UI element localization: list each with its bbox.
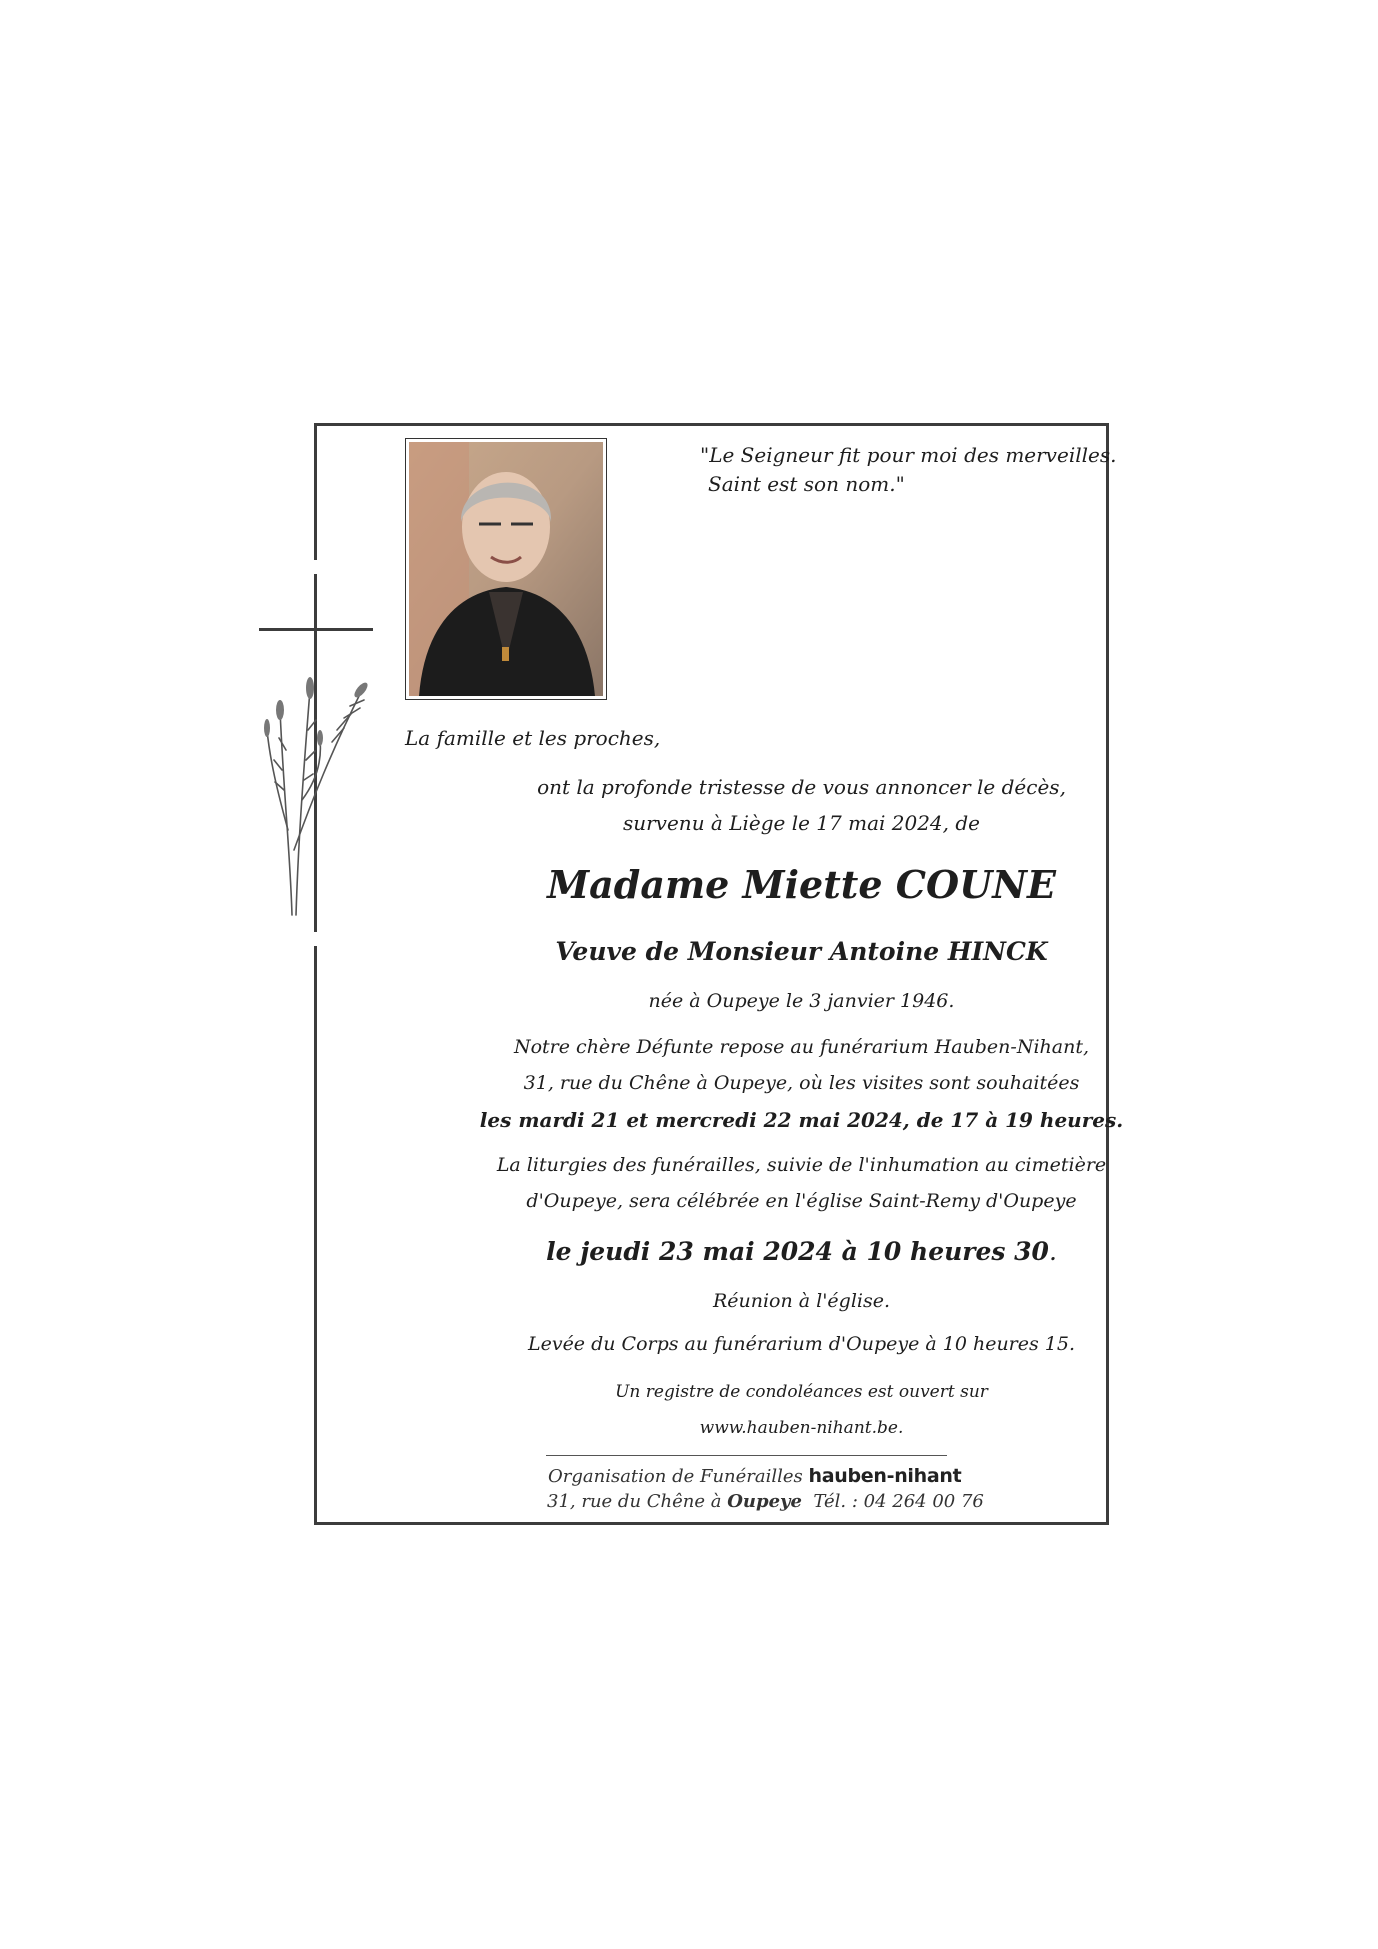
ceremony-date-line: [314, 1237, 1199, 1266]
brand-logo: hauben-nihant: [808, 1465, 962, 1487]
ceremony-line-1: La liturgies des funérailles, suivie de l'inhumation au cimetière: [496, 1154, 1107, 1176]
footer-town: Oupeye: [727, 1491, 802, 1512]
ceremony-date: le jeudi 23 mai 2024 à 10 heures 30: [546, 1237, 1049, 1266]
visit-line-2: 31, rue du Chêne à Oupeye, où les visites sont souhaitées: [523, 1072, 1080, 1094]
footer-phone: Tél. : 04 264 00 76: [813, 1491, 984, 1512]
birth-info: née à Oupeye le 3 janvier 1946.: [648, 990, 955, 1012]
widow-of: Veuve de Monsieur Antoine HINCK: [555, 937, 1048, 966]
condolences-text: Un registre de condoléances est ouvert sur: [615, 1382, 988, 1402]
footer-address-line: [547, 1491, 984, 1512]
levee-info: Levée du Corps au funérarium d'Oupeye à 10 heures 15.: [527, 1333, 1076, 1355]
visit-line-1: Notre chère Défunte repose au funérarium Hauben-Nihant,: [513, 1036, 1089, 1058]
announce-line-1: ont la profonde tristesse de vous annoncer le décès,: [537, 775, 1066, 799]
footer-address: 31, rue du Chêne à: [547, 1491, 722, 1512]
condolences-url[interactable]: www.hauben-nihant.be.: [699, 1418, 904, 1438]
deceased-name: Madame Miette COUNE: [547, 862, 1056, 907]
cross-bar: [259, 628, 373, 631]
portrait-photo: [405, 438, 607, 700]
meeting-info: Réunion à l'église.: [712, 1290, 891, 1312]
scripture-quote: [700, 441, 1116, 499]
intro-text: La famille et les proches,: [405, 726, 661, 750]
frame-gap-top: [310, 560, 320, 574]
ceremony-line-2: d'Oupeye, sera célébrée en l'église Saint-Remy d'Oupeye: [526, 1190, 1077, 1212]
quote-line-2: Saint est son nom.": [708, 472, 905, 496]
footer-org-line: [548, 1465, 961, 1487]
ceremony-date-period: .: [1048, 1237, 1057, 1266]
visit-dates: les mardi 21 et mercredi 22 mai 2024, de 17 à 19 heures.: [479, 1108, 1124, 1132]
announce-line-2: survenu à Liège le 17 mai 2024, de: [622, 811, 981, 835]
footer-org-prefix: Organisation de Funérailles: [548, 1466, 803, 1487]
quote-line-1: "Le Seigneur fit pour moi des merveilles.: [700, 443, 1117, 467]
footer-divider: [546, 1455, 947, 1456]
